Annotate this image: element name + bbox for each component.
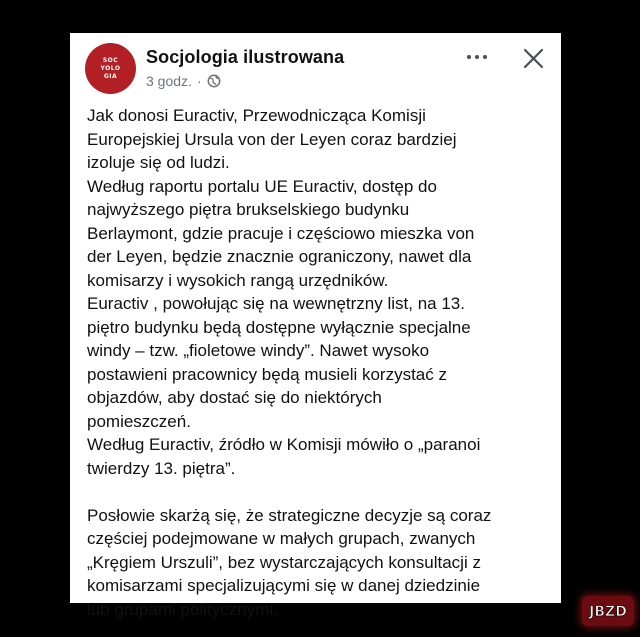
page-avatar-logo-text: SOC YOLO GIA: [100, 56, 121, 80]
post-text-line: lub grupami politycznymi.: [87, 599, 278, 619]
post-text-line: „Kręgiem Urszuli”, bez wystarczających konsultacji z: [87, 552, 481, 572]
post-text-line: częściej podejmowane w małych grupach, zwanych: [87, 529, 476, 548]
post-meta: [146, 73, 221, 89]
post-text-line: objazdów, aby dostać się do niektórych: [87, 388, 382, 407]
svg-text:JBZD: JBZD: [589, 604, 627, 620]
post-text-line: izoluje się od ludzi.: [87, 153, 230, 172]
page-avatar[interactable]: [85, 43, 136, 94]
globe-icon: [207, 74, 221, 88]
post-text-line: piętro budynku będą dostępne wyłącznie specjalne: [87, 317, 471, 337]
post-text-line: pomieszczeń.: [87, 411, 191, 431]
page-name-link[interactable]: Socjologia ilustrowana: [146, 47, 345, 67]
post-text-line: Berlaymont, gdzie pracuje i częściowo mieszka von: [87, 223, 475, 243]
post-text-line: windy – tzw. „fioletowe windy”. Nawet wysoko: [87, 341, 430, 360]
post-text-line: Euractiv , powołując się na wewnętrzny list, na 13.: [87, 294, 465, 313]
post-text-line: najwyższego piętra brukselskiego budynku: [87, 200, 410, 219]
post-text-line: komisarzy i wysokich rangą urzędników.: [87, 270, 389, 290]
post-text: [87, 104, 552, 621]
post-text-line: der Leyen, będzie znacznie ograniczony, nawet dla: [87, 247, 472, 266]
post-time[interactable]: 3 godz.: [146, 73, 192, 89]
post-text-blank-line: [87, 480, 552, 504]
more-horizontal-icon: [465, 53, 489, 61]
post-text-line: Według raportu portalu UE Euractiv, dostęp do: [87, 176, 437, 196]
more-options-button[interactable]: [458, 47, 496, 67]
post-text-line: Posłowie skarżą się, że strategiczne decyzje są coraz: [87, 505, 492, 525]
jbzd-watermark-logo: [582, 596, 634, 626]
facebook-post-card: [70, 33, 561, 619]
post-text-line: komisarzami specjalizującymi się w danej dziedzinie: [87, 576, 481, 595]
post-text-line: postawieni pracownicy będą musieli korzystać z: [87, 364, 447, 384]
close-icon: [523, 48, 544, 69]
post-text-line: Według Euractiv, źródło w Komisji mówiło o „paranoi: [87, 435, 481, 454]
post-text-line: twierdzy 13. piętra”.: [87, 458, 236, 478]
post-header: [70, 33, 561, 113]
post-text-line: Jak donosi Euractiv, Przewodnicząca Komisji: [87, 106, 426, 125]
post-text-line: Europejskiej Ursula von der Leyen coraz bardziej: [87, 129, 457, 149]
close-button[interactable]: [519, 44, 547, 72]
meta-separator: ·: [196, 73, 202, 89]
